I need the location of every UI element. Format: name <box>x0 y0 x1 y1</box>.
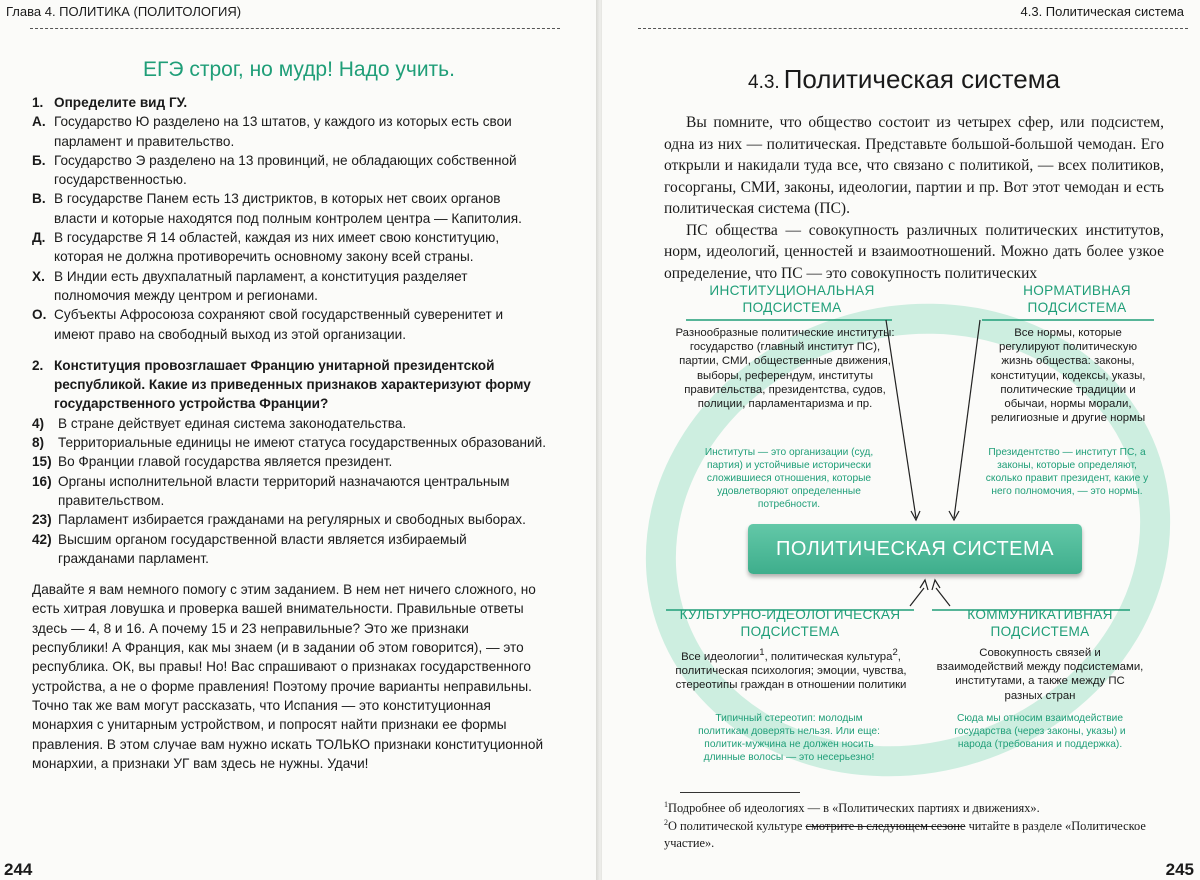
list-item: Б. Государство Э разделено на 13 провинций, не обладающих собственной государственностью. <box>32 152 517 188</box>
running-head-left: Глава 4. ПОЛИТИКА (ПОЛИТОЛОГИЯ) <box>6 4 242 19</box>
task-1-title: 1. Определите вид ГУ. <box>32 95 188 110</box>
running-head-right: 4.3. Политическая система <box>1020 4 1184 19</box>
institutional-note: Институты — это организации (суд, партия) и устойчивые исторически сложившиеся отношения, которые удовлетворяют определенные потребности. <box>704 447 874 510</box>
list-item: А. Государство Ю разделено на 13 штатов, у каждого из которых есть свои парламент и правительство. <box>32 114 512 149</box>
page-number-left: 244 <box>4 860 33 879</box>
task-1 <box>32 93 547 773</box>
normative-body: Все нормы, которые регулируют политическую жизнь общества: законы, конституции, кодексы, указы, политические традиции и обычаи, нормы морали, религиозные и другие нормы <box>990 327 1146 425</box>
cultural-title: КУЛЬТУРНО-ИДЕОЛОГИЧЕСКАЯ ПОДСИСТЕМА <box>679 607 901 639</box>
normative-note: Президентство — институт ПС, а законы, которые определяют, сколько правит президент, какие у него полномочия, — это нормы. <box>985 447 1149 497</box>
communicative-title: КОММУНИКАТИВНАЯ ПОДСИСТЕМА <box>967 607 1113 639</box>
list-item: 23) Парламент избирается гражданами на регулярных и свободных выборах. <box>32 512 526 528</box>
section-title-text: Политическая система <box>783 64 1061 94</box>
list-item: Х. В Индии есть двухпалатный парламент, а конституция разделяет полномочия между центром и регионами. <box>32 268 468 303</box>
section-number: 4.3. <box>748 72 780 93</box>
ege-heading: ЕГЭ строг, но мудр! Надо учить. <box>143 58 455 81</box>
list-item: 15) Во Франции главой государства является президент. <box>32 454 393 470</box>
paragraph: Вы помните, что общество состоит из четырех сфер, или подсистем, одна из них — политическая. Представьте большой-большой чемодан. Его открыли и накидали туда все, что связано с политикой, — всех политиков, госорганы, СМИ, законы, идеологии, партии и пр. Вот этот чемодан и есть политическая система (ПС). <box>664 114 1164 217</box>
section-title <box>748 64 1060 95</box>
normative-title: НОРМАТИВНАЯ ПОДСИСТЕМА <box>1023 283 1131 315</box>
institutional-body: Разнообразные политические институты: государство (главный институт ПС), партии, СМИ, общественные движения, выборы, референдум, институты правительства, президентства, судов, полиции, парламентаризма и пр. <box>675 327 895 411</box>
footnote-rule <box>680 792 800 793</box>
cultural-body: Все идеологии$^1$, политическая культура$^2$, политическая психология; эмоции, чувства, стереотипы граждан в отношении политики <box>675 647 907 692</box>
explanation-paragraph: Давайте я вам немного помогу с этим заданием. В нем нет ничего сложного, но есть хитрая ловушка и проверка вашей внимательности. Правильные ответы здесь — 4, 8 и 16. А почему 15 и 23 неправильные? Это же признаки республики! А Франция, как мы знаем (и в задании об этом говорится), — это республика. ОК, вы правы! Но! Вас спрашивают о признаках государственного устройства, а не о форме правления! Поэтому прочие варианты неправильны. Точно так же вам могут рассказать, что Испания — это конституционная монархия с унитарным устройством, и попросят найти признаки ее формы правления. В этом случае вам нужно искать ТОЛЬКО признаки конституционной монархии, а признаки УГ вам здесь не нужны. Удачи! <box>32 582 544 771</box>
communicative-note: Сюда мы относим взаимодействие государства (через законы, указы) и народа (требования и поддержка). <box>954 713 1126 750</box>
footnote-1: $^1$Подробнее об идеологиях — в «Политических партиях и движениях». <box>664 800 1040 816</box>
list-item: 4) В стране действует единая система законодательства. <box>32 415 407 431</box>
left-page <box>0 0 598 880</box>
list-item: В. В государстве Панем есть 13 дистриктов, в которых нет своих органов власти и которые находятся под полным контролем центра — Капитолия. <box>32 191 522 226</box>
right-page <box>602 0 1200 880</box>
intro-text <box>664 112 1164 284</box>
page-number-right: 245 <box>1165 860 1194 879</box>
footnote-2: $^2$О политической культуре смотрите в следующем сезоне читайте в разделе «Политическое участие». <box>664 818 1146 851</box>
political-system-diagram <box>602 270 1200 790</box>
list-item: 16) Органы исполнительной власти территорий назначаются центральным правительством. <box>32 473 510 508</box>
list-item: 8) Территориальные единицы не имеют статуса государственных образований. <box>32 435 547 451</box>
list-item: Д. В государстве Я 14 областей, каждая из них имеет свою конституцию, которая не должна противоречить основному закону всей страны. <box>32 230 500 265</box>
header-rule <box>30 28 560 29</box>
political-system-box: ПОЛИТИЧЕСКАЯ СИСТЕМА <box>748 524 1082 574</box>
header-rule <box>638 28 1188 29</box>
paragraph: ПС общества — совокупность различных политических институтов, норм, идеологий, ценностей и взаимоотношений. Можно дать более узкое определение, что ПС — это совокупность политических <box>664 221 1164 282</box>
list-item: О. Субъекты Афросоюза сохраняют свой государственный суверенитет и имеют право на свободный выход из этой организации. <box>32 307 504 342</box>
cultural-note: Типичный стереотип: молодым политикам доверять нельзя. Или еще: политик-мужчина не должен носить длинные волосы — это несерьезно! <box>698 713 880 763</box>
communicative-body: Совокупность связей и взаимодействий между подсистемами, институтами, а также между ПС разных стран <box>936 647 1144 702</box>
task-2-title: 2. Конституция провозглашает Францию унитарной президентской республикой. Какие из приведенных признаков характеризуют форму государственного устройства Франции? <box>32 357 531 412</box>
institutional-title: ИНСТИТУЦИОНАЛЬНАЯ ПОДСИСТЕМА <box>709 283 875 315</box>
list-item: 42) Высшим органом государственной власти является избираемый гражданами парламент. <box>32 531 467 566</box>
